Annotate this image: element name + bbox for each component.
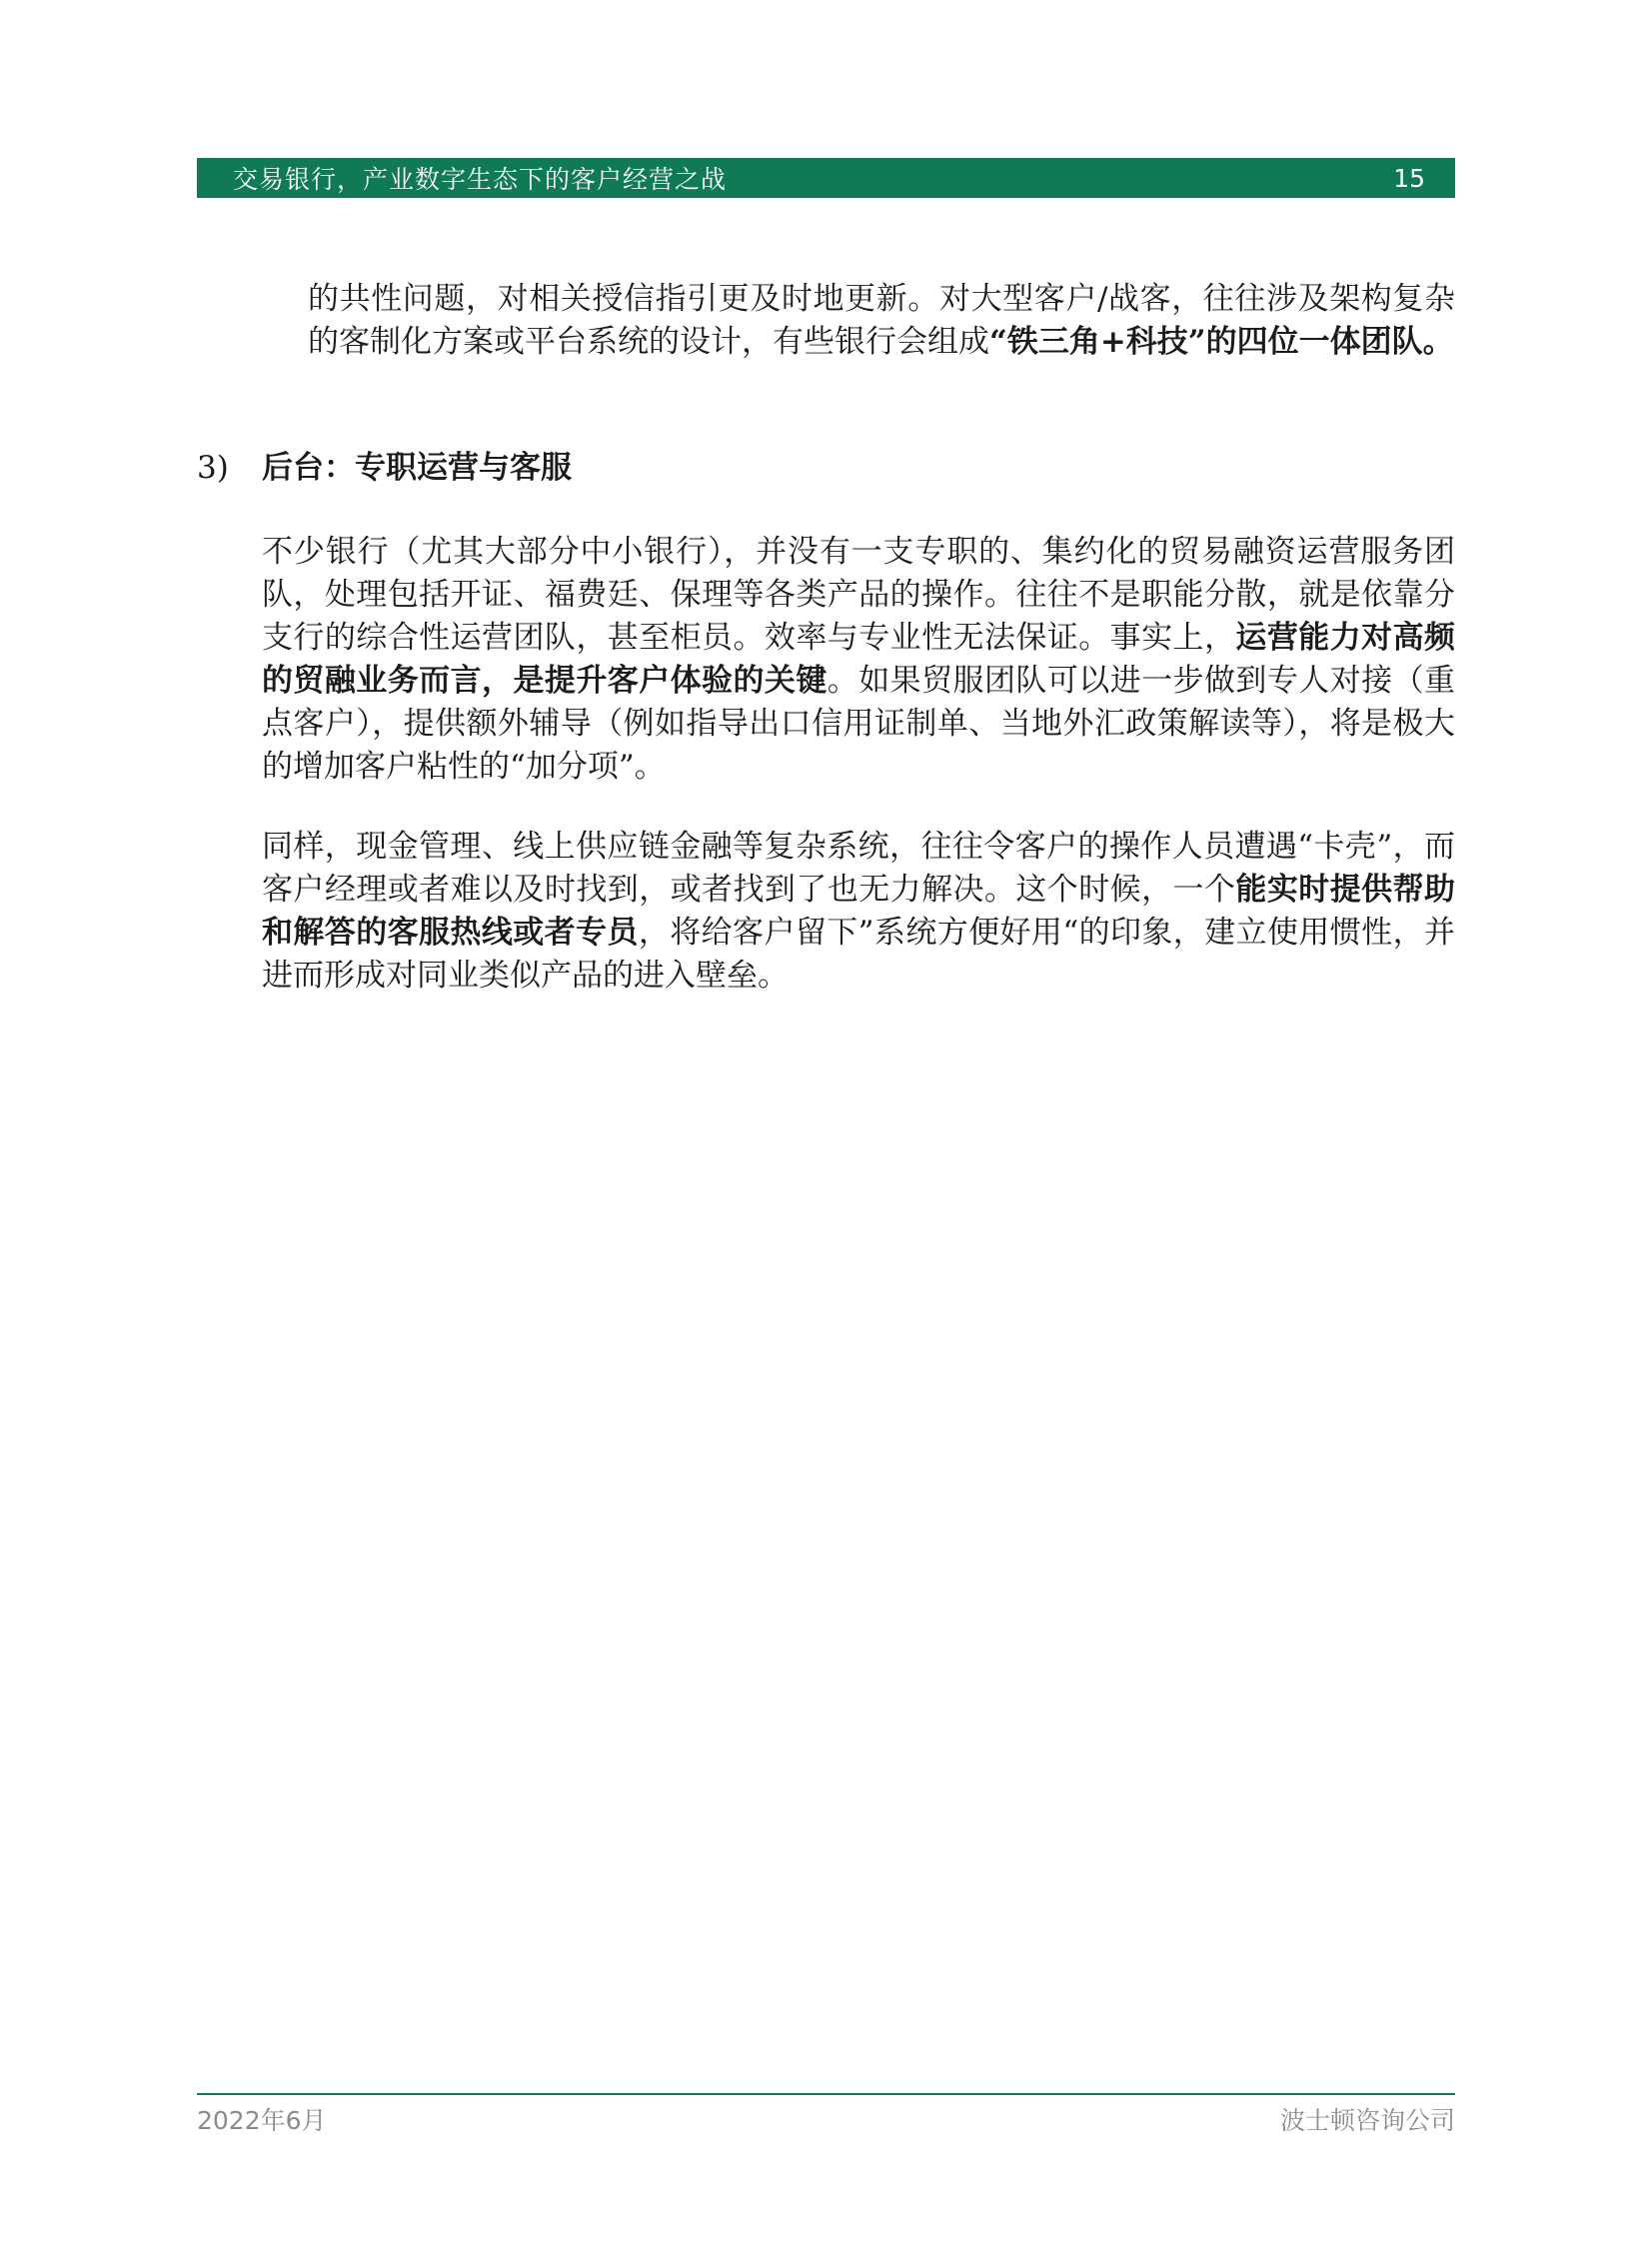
section-number: 3) xyxy=(197,450,229,486)
paragraph-1 xyxy=(308,278,1455,364)
paragraph-1-text: 的共性问题，对相关授信指引更及时地更新。对大型客户/战客，往往涉及架构复杂的客制化方案或平台系统的设计，有些银行会组成 xyxy=(308,281,1455,360)
paragraph-2-text-a: 不少银行（尤其大部分中小银行），并没有一支专职的、集约化的贸易融资运营服务团队，处理包括开证、福费廷、保理等各类产品的操作。往往不是职能分散，就是依靠分支行的综合性运营团队，甚至柜员。效率与专业性无法保证。事实上， xyxy=(262,534,1455,656)
paragraph-2 xyxy=(262,531,1455,789)
footer-date: 2022年6月 xyxy=(197,2106,327,2135)
section-heading xyxy=(197,447,572,490)
footer-company: 波士顿咨询公司 xyxy=(1279,2106,1455,2135)
header-title: 交易银行，产业数字生态下的客户经营之战 xyxy=(233,165,728,194)
paragraph-3-bold: 能实时提供帮助和解答的客服热线或者专员 xyxy=(262,872,1456,951)
paragraph-3-text-a: 同样，现金管理、线上供应链金融等复杂系统，往往令客户的操作人员遭遇“卡壳”，而客户经理或者难以及时找到，或者找到了也无力解决。这个时候，一个 xyxy=(262,829,1455,908)
section-title: 后台：专职运营与客服 xyxy=(262,450,572,486)
paragraph-2-bold: 运营能力对高频的贸融业务而言，是提升客户体验的关键 xyxy=(262,620,1456,699)
paragraph-3-text-b: ，将给客户留下”系统方便好用“的印象，建立使用惯性，并进而形成对同业类似产品的进入壁垒。 xyxy=(262,915,1456,994)
paragraph-1-bold: “铁三角+科技”的四位一体团队。 xyxy=(989,324,1454,360)
page-number: 15 xyxy=(1393,163,1425,193)
paragraph-2-text-b: 。如果贸服团队可以进一步做到专人对接（重点客户），提供额外辅导（例如指导出口信用证制单、当地外汇政策解读等），将是极大的增加客户粘性的“加分项”。 xyxy=(262,663,1456,785)
footer-divider xyxy=(197,2093,1455,2095)
header-bar xyxy=(197,158,1455,198)
paragraph-3 xyxy=(262,826,1455,998)
